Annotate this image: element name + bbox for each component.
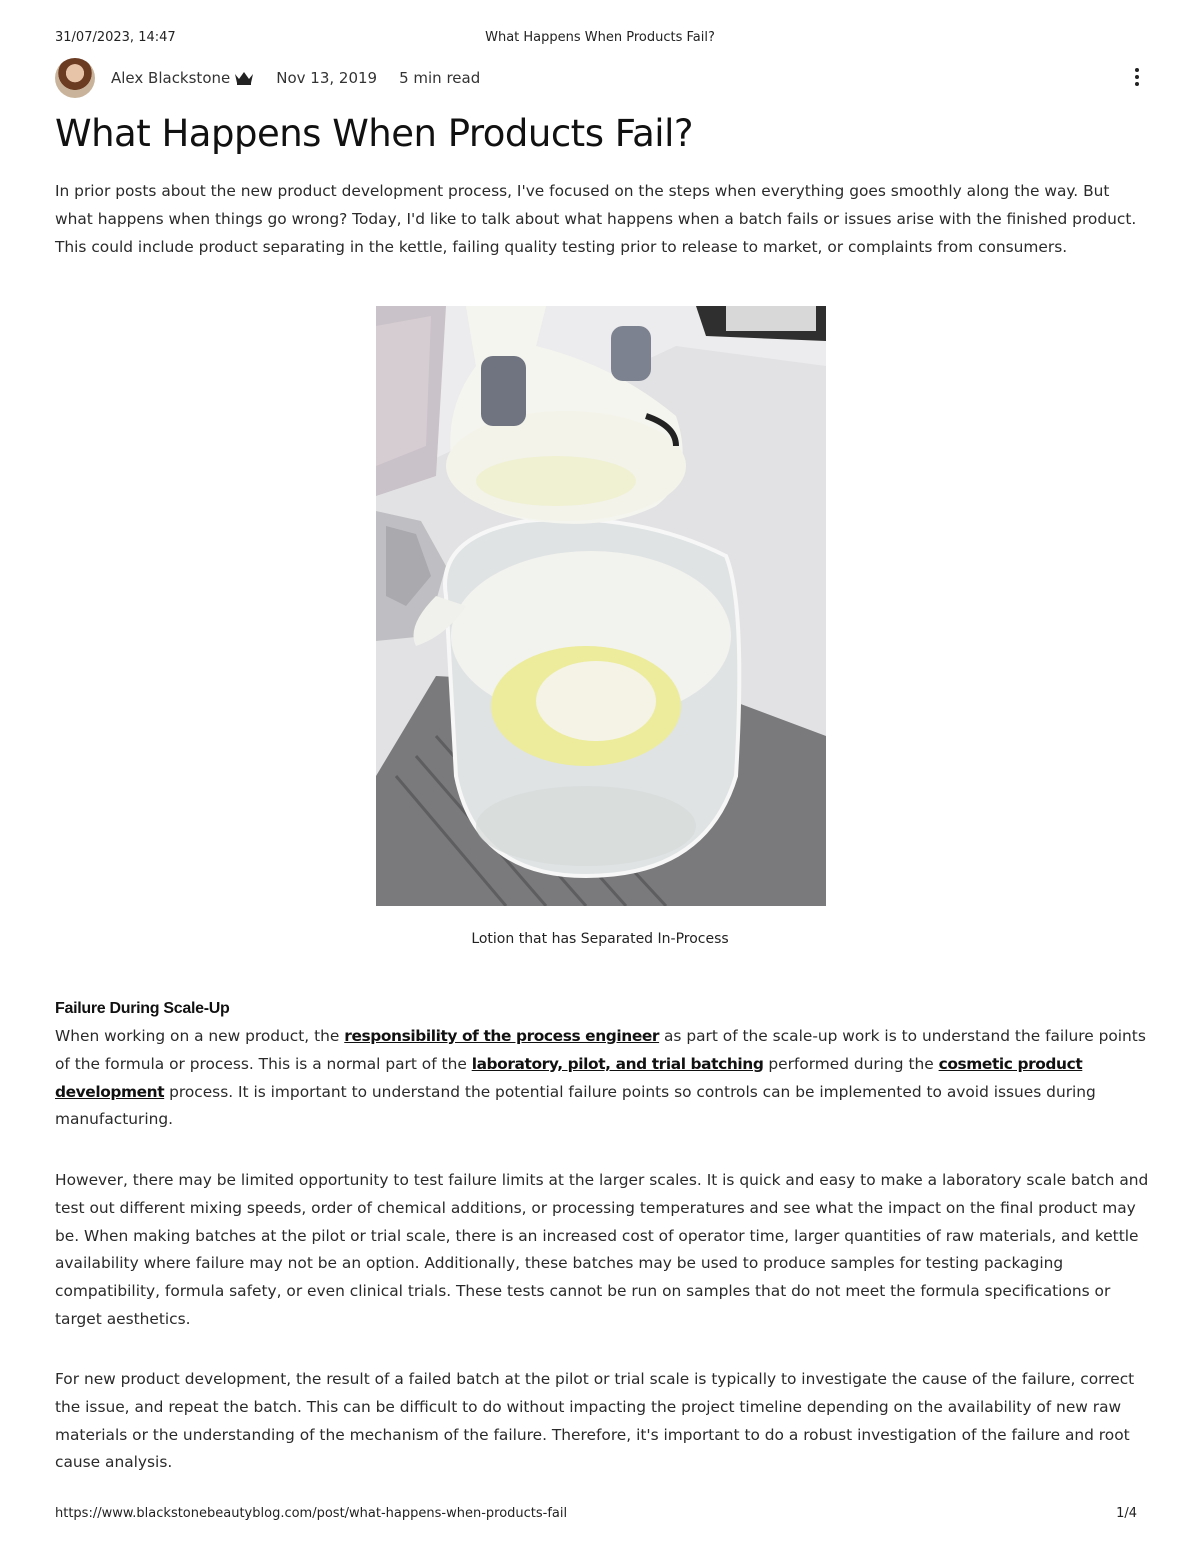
post-date: Nov 13, 2019 — [276, 69, 378, 87]
scaleup-paragraph-2: However, there may be limited opportunity to test failure limits at the larger scales. It is quick and easy to make a laboratory scale batch and test out different mixing speeds, order of chemical additions, or processing temperatures and see what the impact on the final product may be. When making batches at the pilot or trial scale, there is an increased cost of operator time, larger quantities of raw materials, and kettle availability where failure may not be an option. Additionally, these batches may be used to produce samples for testing packaging compatibility, formula safety, or even clinical trials. These tests cannot be run on samples that do not meet the formula specifications or target aesthetics. — [55, 1171, 1149, 1328]
print-footer — [55, 1506, 1145, 1526]
text-span: When working on a new product, the — [55, 1027, 345, 1045]
text-span: process. It is important to understand the potential failure points so controls can be implemented to avoid issues during manufacturing. — [55, 1082, 1096, 1129]
scaleup-paragraph-3: For new product development, the result of a failed batch at the pilot or trial scale is typically to investigate the cause of the failure, correct the issue, and repeat the batch. This can be difficult to do without impacting the project timeline depending on the availability of new raw materials or the understanding of the mechanism of the failure. Therefore, it's important to do a robust investigation of the failure and root cause analysis. — [55, 1370, 1135, 1472]
read-time: 5 min read — [399, 69, 481, 87]
more-options-icon[interactable] — [1134, 68, 1140, 88]
section-heading: Failure During Scale-Up — [55, 1000, 230, 1017]
link-batching[interactable]: laboratory, pilot, and trial batching — [471, 1054, 764, 1073]
author-name[interactable]: Alex Blackstone — [111, 69, 231, 87]
link-cosmetic-development[interactable]: cosmetic product development — [55, 1054, 1083, 1101]
print-url: https://www.blackstonebeautyblog.com/post/what-happens-when-products-fail — [55, 1506, 568, 1521]
post-meta — [55, 56, 1145, 100]
avatar[interactable] — [55, 58, 95, 98]
article-title: What Happens When Products Fail? — [55, 112, 693, 155]
image-caption: Lotion that has Separated In-Process — [471, 931, 729, 947]
link-process-engineer[interactable]: responsibility of the process engineer — [344, 1027, 660, 1045]
page-number: 1/4 — [1116, 1506, 1137, 1521]
intro-paragraph: In prior posts about the new product development process, I've focused on the steps when everything goes smoothly along the way. But what happens when things go wrong? Today, I'd like to talk about what happens when a batch fails or issues arise with the finished product. This could include product separating in the kettle, failing quality testing prior to release to market, or complaints from consumers. — [55, 182, 1137, 256]
text-span: as part of the scale-up work is to understand the failure points of the formula or process. This is a normal part of the — [55, 1027, 1146, 1073]
print-header — [55, 30, 1145, 50]
scaleup-paragraph-1 — [55, 1023, 1150, 1134]
article-image — [376, 306, 826, 906]
print-datetime: 31/07/2023, 14:47 — [55, 30, 176, 45]
crown-icon — [234, 71, 254, 85]
text-span: performed during the — [763, 1054, 939, 1073]
print-doc-title: What Happens When Products Fail? — [485, 30, 715, 45]
